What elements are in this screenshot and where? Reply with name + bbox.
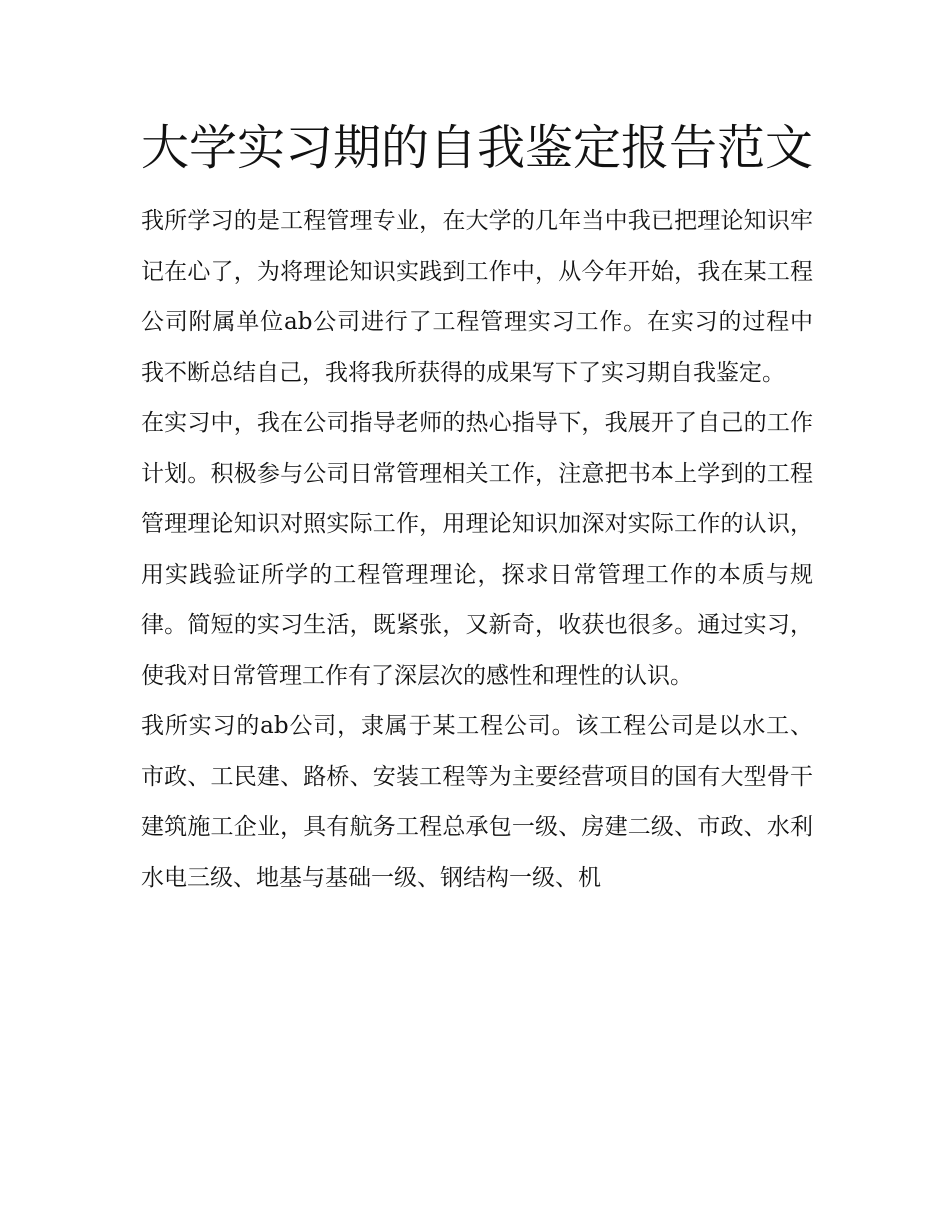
document-body [141, 110, 813, 903]
document-title: 大学实习期的自我鉴定报告范文 [141, 120, 814, 176]
paragraph-intro: 我所学习的是工程管理专业，在大学的几年当中我已把理论知识牢记在心了，为将理论知识实践到工作中，从今年开始，我在某工程公司附属单位ab公司进行了工程管理实习工作。在实习的过程中我不断总结自己，我将我所获得的成果写下了实习期自我鉴定。 [141, 208, 813, 386]
paragraph-internship: 在实习中，我在公司指导老师的热心指导下，我展开了自己的工作计划。积极参与公司日常管理相关工作，注意把书本上学到的工程管理理论知识对照实际工作，用理论知识加深对实际工作的认识，用实践验证所学的工程管理理论，探求日常管理工作的本质与规律。简短的实习生活，既紧张，又新奇，收获也很多。通过实习，使我对日常管理工作有了深层次的感性和理性的认识。 [141, 410, 813, 689]
paragraph-company: 我所实习的ab公司，隶属于某工程公司。该工程公司是以水工、市政、工民建、路桥、安装工程等为主要经营项目的国有大型骨干建筑施工企业，具有航务工程总承包一级、房建二级、市政、水利水电三级、地基与基础一级、钢结构一级、机 [141, 713, 813, 891]
